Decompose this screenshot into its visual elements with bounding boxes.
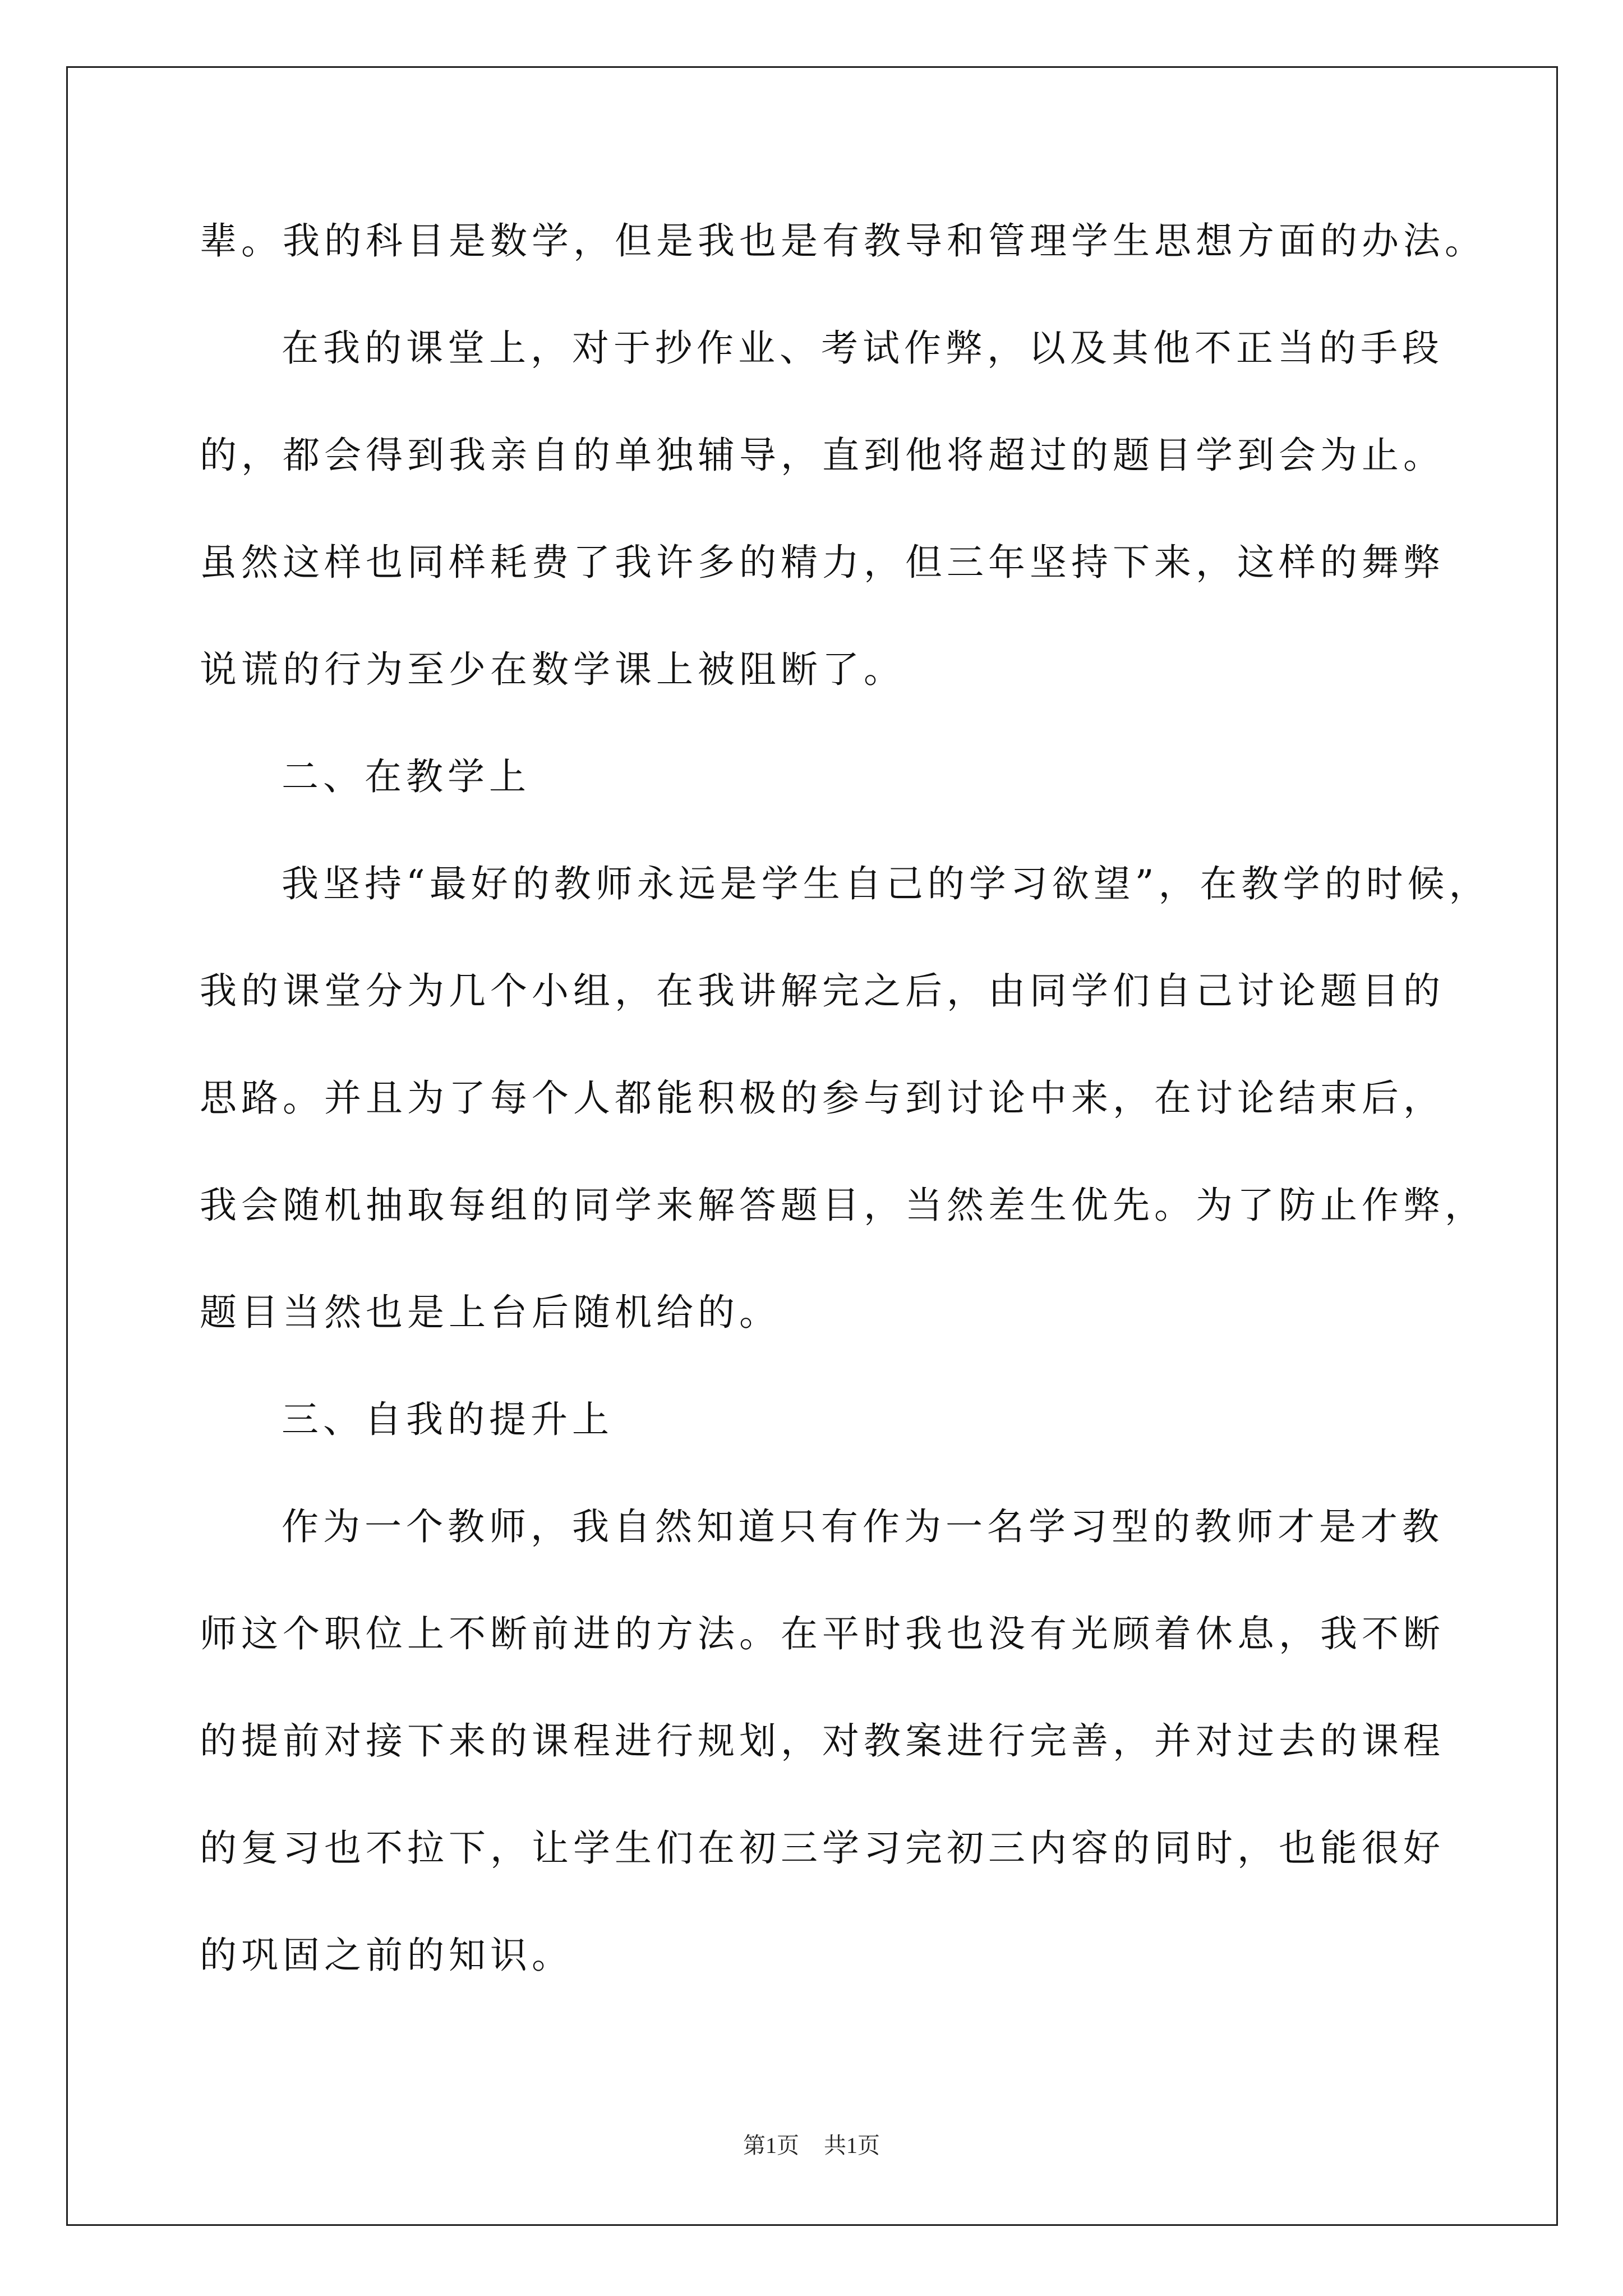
paragraph-line: 我会随机抽取每组的同学来解答题目，当然差生优先。为了防止作弊， (200, 1184, 1486, 1227)
paragraph-line: 的复习也不拉下，让学生们在初三学习完初三内容的同时，也能很好 (200, 1826, 1445, 1870)
paragraph-line: 的巩固之前的知识。 (200, 1934, 573, 1977)
paragraph-line: 师这个职位上不断前进的方法。在平时我也没有光顾着休息，我不断 (200, 1612, 1445, 1655)
paragraph-line: 我坚持“最好的教师永远是学生自己的学习欲望”，在教学的时候， (282, 862, 1491, 905)
paragraph-line: 辈。我的科目是数学，但是我也是有教导和管理学生思想方面的办法。 (200, 219, 1486, 263)
section-heading: 三、自我的提升上 (282, 1398, 614, 1441)
page-number-current: 第1页 (743, 2133, 799, 2158)
paragraph-line: 的提前对接下来的课程进行规划，对教案进行完善，并对过去的课程 (200, 1719, 1445, 1763)
page-number-total: 共1页 (824, 2133, 880, 2158)
page-border (66, 66, 1558, 2226)
page-footer (0, 2129, 1623, 2162)
paragraph-line: 我的课堂分为几个小组，在我讲解完之后，由同学们自己讨论题目的 (200, 969, 1445, 1013)
paragraph-line: 题目当然也是上台后随机给的。 (200, 1291, 781, 1334)
paragraph-line: 作为一个教师，我自然知道只有作为一名学习型的教师才是才教 (282, 1505, 1444, 1548)
section-heading: 二、在教学上 (282, 755, 531, 798)
paragraph-line: 在我的课堂上，对于抄作业、考试作弊，以及其他不正当的手段 (282, 326, 1444, 370)
paragraph-line: 的，都会得到我亲自的单独辅导，直到他将超过的题目学到会为止。 (200, 434, 1445, 477)
paragraph-line: 虽然这样也同样耗费了我许多的精力，但三年坚持下来，这样的舞弊 (200, 541, 1445, 584)
paragraph-line: 说谎的行为至少在数学课上被阻断了。 (200, 648, 905, 691)
paragraph-line: 思路。并且为了每个人都能积极的参与到讨论中来，在讨论结束后， (200, 1076, 1445, 1120)
